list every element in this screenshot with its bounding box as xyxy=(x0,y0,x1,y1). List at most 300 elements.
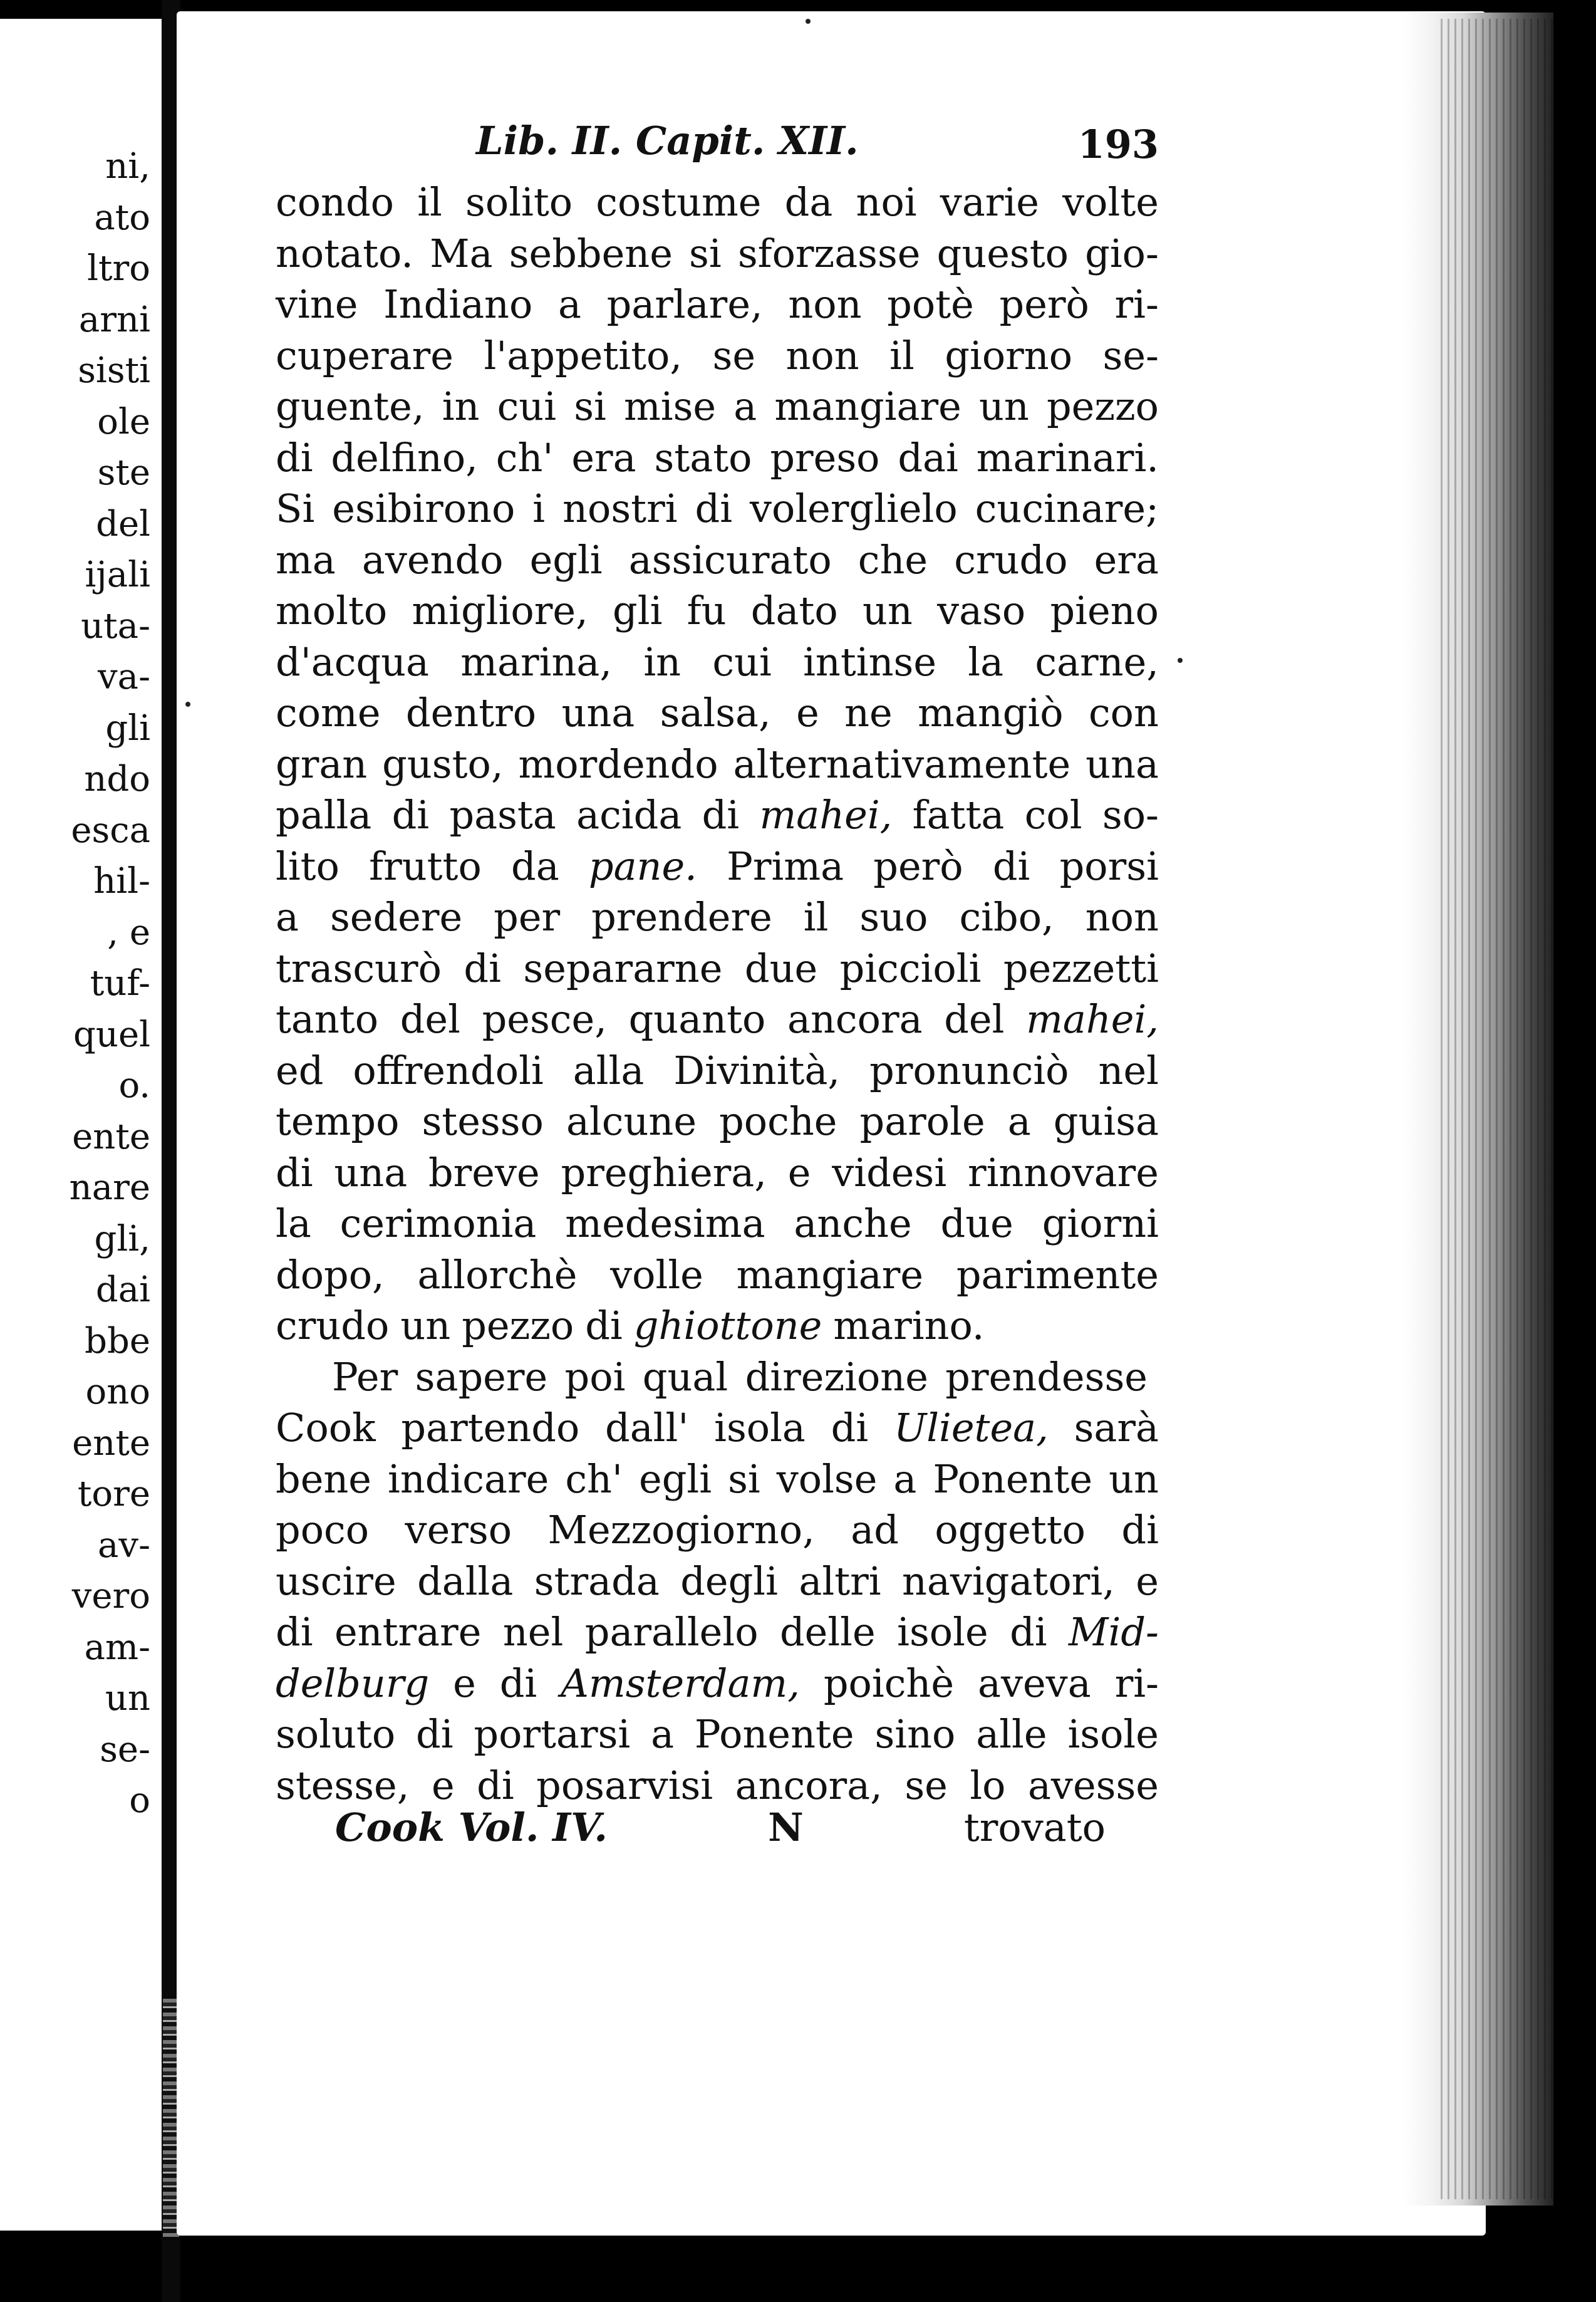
word: uscire xyxy=(276,1558,396,1604)
word: posarvisi xyxy=(536,1762,713,1808)
word: era xyxy=(1094,536,1159,583)
word: marino. xyxy=(833,1303,985,1348)
word: ri- xyxy=(1114,1660,1159,1706)
text-line xyxy=(276,534,1159,586)
text-line xyxy=(276,432,1159,484)
left-page-fragment: nare xyxy=(69,1167,150,1208)
word: molto xyxy=(276,588,388,633)
word: offrendoli xyxy=(353,1047,544,1093)
word: pezzo xyxy=(1046,383,1159,429)
word: di xyxy=(992,843,1030,889)
signature-mark: N xyxy=(768,1805,804,1850)
word: si xyxy=(689,230,722,276)
left-page-fragment: arni xyxy=(78,299,150,340)
word: stesse, xyxy=(276,1762,410,1808)
left-page-fragment: ijali xyxy=(85,555,150,595)
word: dentro xyxy=(405,690,537,736)
word: varie xyxy=(940,179,1039,225)
word: del xyxy=(944,996,1005,1042)
word: mangiò xyxy=(918,690,1064,736)
word: stesso xyxy=(422,1098,544,1144)
left-page-fragment: ente xyxy=(72,1116,150,1157)
text-line xyxy=(276,279,1159,330)
word: si xyxy=(574,383,606,429)
word: pieno xyxy=(1050,588,1159,633)
text-line xyxy=(276,1454,1159,1505)
word: un xyxy=(862,588,913,633)
word: indicare xyxy=(388,1456,549,1502)
word: so- xyxy=(1102,792,1159,838)
word: pasta xyxy=(449,792,556,838)
catchword: trovato xyxy=(963,1805,1106,1850)
word: alle xyxy=(976,1711,1047,1757)
word: cerimonia xyxy=(339,1200,537,1246)
word: sapere xyxy=(415,1353,548,1400)
word: separarne xyxy=(523,945,723,991)
word: degli xyxy=(680,1558,778,1604)
word: non xyxy=(785,332,859,378)
running-title: Lib. II. Capit. XII. xyxy=(476,118,859,164)
text-line xyxy=(276,994,1159,1045)
word: fatta xyxy=(912,792,1005,838)
word: ch' xyxy=(495,434,554,481)
word: parallelo xyxy=(584,1609,759,1655)
word: nel xyxy=(1098,1047,1159,1093)
text-line xyxy=(276,228,1159,279)
word: vaso xyxy=(937,588,1026,633)
word: dall' xyxy=(605,1405,689,1450)
word: l'appetito, xyxy=(484,332,683,378)
word: di xyxy=(276,1149,313,1195)
word: se xyxy=(904,1762,948,1808)
text-line xyxy=(276,1147,1159,1199)
word: crudo xyxy=(954,536,1068,583)
word: alla xyxy=(573,1047,645,1093)
word: ancora, xyxy=(735,1762,883,1808)
word: egli xyxy=(639,1456,712,1502)
word: soluto xyxy=(276,1711,396,1757)
text-line xyxy=(276,1300,1159,1352)
word: se xyxy=(712,332,756,378)
word: non xyxy=(1085,894,1159,940)
left-page-fragment: ltro xyxy=(87,248,150,289)
word: navigatori, xyxy=(902,1558,1115,1604)
word: Divinità, xyxy=(673,1047,841,1093)
word: un xyxy=(1109,1456,1159,1502)
word: dai xyxy=(898,434,958,481)
word: alcune xyxy=(566,1098,697,1144)
left-page-fragment: tore xyxy=(77,1474,150,1514)
word: i xyxy=(532,486,546,531)
word: che xyxy=(858,536,928,583)
word: gli xyxy=(613,588,663,633)
word: a xyxy=(893,1456,917,1502)
page-number: 193 xyxy=(1077,122,1159,167)
word: oggetto xyxy=(935,1507,1086,1553)
text-line xyxy=(276,1607,1159,1658)
text-line xyxy=(276,841,1159,892)
text-line xyxy=(276,330,1159,382)
left-page-fragment: del xyxy=(96,503,150,544)
word: quanto xyxy=(628,996,766,1042)
left-page-fragment: av- xyxy=(98,1524,150,1566)
left-page-fragment: bbe xyxy=(85,1320,150,1362)
ink-speck xyxy=(1178,658,1183,663)
word: a xyxy=(557,281,581,327)
word: bene xyxy=(276,1456,372,1502)
word: di xyxy=(1010,1609,1047,1655)
left-page-fragment: ni, xyxy=(105,146,150,187)
word: giorno xyxy=(945,332,1073,378)
left-page-fragments xyxy=(0,141,150,1826)
word: se- xyxy=(1102,332,1159,378)
left-page-fragment: ono xyxy=(85,1372,150,1412)
word: condo xyxy=(276,179,394,225)
word: pronunciò xyxy=(869,1047,1069,1093)
word: intinse xyxy=(803,638,937,685)
word: d'acqua xyxy=(276,638,430,685)
word: mise xyxy=(623,383,717,429)
word: il xyxy=(803,894,829,940)
word: una xyxy=(1086,741,1159,787)
word: ad xyxy=(851,1507,899,1553)
word: cuperare xyxy=(276,332,453,378)
word: isole xyxy=(1067,1711,1159,1757)
word: aveva xyxy=(977,1660,1091,1706)
word: un xyxy=(400,1303,451,1348)
word: prendere xyxy=(591,894,772,940)
word: Per xyxy=(332,1353,398,1400)
word: di xyxy=(831,1405,869,1450)
word: stato xyxy=(654,434,752,481)
word: marinari. xyxy=(976,434,1159,481)
word: il xyxy=(417,179,442,225)
left-page-fragment: esca xyxy=(71,810,150,851)
text-line xyxy=(276,1045,1159,1096)
word: parlare, xyxy=(606,281,763,327)
text-line xyxy=(276,892,1159,943)
word: mahei, xyxy=(759,792,893,838)
left-page-fragment: dai xyxy=(95,1269,150,1310)
word: palla xyxy=(276,792,372,838)
word: sforzasse xyxy=(737,230,921,276)
page-footer xyxy=(335,1805,1106,1850)
text-line xyxy=(276,585,1159,637)
word: Si xyxy=(276,486,315,531)
word: si xyxy=(728,1456,760,1502)
word: pane. xyxy=(588,843,697,889)
word: e xyxy=(796,690,819,736)
word: con xyxy=(1088,690,1159,736)
word: e xyxy=(1136,1558,1159,1604)
word: a xyxy=(276,894,299,940)
word: porsi xyxy=(1059,843,1159,889)
word: cibo, xyxy=(959,894,1054,940)
text-line xyxy=(276,1760,1159,1811)
left-page-fragment: o. xyxy=(118,1065,150,1106)
word: portarsi xyxy=(474,1711,631,1757)
word: poco xyxy=(276,1507,370,1553)
left-page-fragment: ente xyxy=(72,1422,150,1464)
word: volse xyxy=(776,1456,878,1502)
word: delle xyxy=(779,1609,876,1655)
running-header xyxy=(476,118,1159,167)
text-line xyxy=(276,1249,1159,1301)
word: delfino, xyxy=(331,434,478,481)
word: in xyxy=(643,638,681,685)
text-line xyxy=(276,483,1159,534)
word: Indiano xyxy=(383,281,533,327)
word: Amsterdam, xyxy=(561,1660,800,1706)
word: isole xyxy=(897,1609,988,1655)
word: a xyxy=(651,1711,675,1757)
word: parimente xyxy=(956,1251,1159,1298)
word: strada xyxy=(534,1558,660,1604)
word: dalla xyxy=(417,1558,514,1604)
word: una xyxy=(561,690,635,736)
word: una xyxy=(334,1149,408,1195)
left-page xyxy=(0,19,162,2231)
word: preso xyxy=(770,434,880,481)
word: Mid- xyxy=(1069,1609,1159,1655)
left-page-fragment: sisti xyxy=(78,350,150,391)
word: di xyxy=(391,792,430,838)
word: un xyxy=(978,383,1029,429)
word: direzione xyxy=(745,1353,928,1400)
word: di xyxy=(276,1609,313,1655)
text-line xyxy=(276,177,1159,228)
left-page-fragment: ndo xyxy=(84,759,150,799)
word: marina, xyxy=(460,638,613,685)
left-page-fragment: vero xyxy=(71,1576,150,1617)
word: ed xyxy=(276,1047,324,1093)
word: sedere xyxy=(329,894,463,940)
word: altri xyxy=(799,1558,881,1604)
word: pesce, xyxy=(482,996,607,1042)
word: poche xyxy=(719,1098,837,1144)
word: Ponente xyxy=(694,1711,854,1757)
text-line xyxy=(276,943,1159,994)
word: trascurò xyxy=(276,945,442,991)
word: dato xyxy=(750,588,838,633)
word: da xyxy=(511,843,559,889)
word: lito xyxy=(276,843,339,889)
word: giorni xyxy=(1042,1200,1159,1246)
left-page-fragment: se- xyxy=(100,1729,150,1770)
word: piccioli xyxy=(839,945,982,991)
word: dopo, xyxy=(276,1251,385,1298)
text-line xyxy=(276,789,1159,841)
word: di xyxy=(1121,1507,1159,1553)
word: la xyxy=(968,638,1004,685)
word: Ponente xyxy=(933,1456,1093,1502)
word: due xyxy=(940,1200,1013,1246)
word: ghiottone xyxy=(633,1303,822,1348)
word: pezzetti xyxy=(1003,945,1159,991)
word: di xyxy=(499,1660,537,1706)
text-line xyxy=(276,637,1159,688)
word: e xyxy=(453,1660,476,1706)
word: mahei, xyxy=(1026,996,1159,1042)
word: a xyxy=(1007,1098,1031,1144)
body-text xyxy=(276,177,1159,1811)
word: ma xyxy=(276,536,336,583)
word: ne xyxy=(844,690,893,736)
word: qual xyxy=(642,1353,728,1400)
left-page-fragment: quel xyxy=(73,1014,150,1055)
word: migliore, xyxy=(412,588,588,633)
left-page-fragment: ole xyxy=(97,401,150,442)
left-page-fragment: , e xyxy=(107,912,150,953)
left-page-fragment: gli xyxy=(105,707,150,749)
word: in xyxy=(442,383,480,429)
word: notato. xyxy=(276,230,413,276)
word: gio- xyxy=(1085,230,1159,276)
word: preghiera, xyxy=(561,1149,767,1195)
word: verso xyxy=(405,1507,512,1553)
word: esibirono xyxy=(332,486,516,531)
word: Ma xyxy=(430,230,493,276)
word: cui xyxy=(712,638,772,685)
left-page-fragment: o xyxy=(129,1780,150,1821)
text-line xyxy=(276,381,1159,432)
word: alternativamente xyxy=(733,741,1071,787)
word: volte xyxy=(1062,179,1159,225)
word: fu xyxy=(687,588,727,633)
word: tanto xyxy=(276,996,379,1042)
left-page-fragment: hil- xyxy=(93,861,150,902)
word: costume xyxy=(596,179,762,225)
word: rinnovare xyxy=(967,1149,1159,1195)
word: guente, xyxy=(276,383,425,429)
left-page-fragment: gli, xyxy=(94,1218,150,1259)
left-page-fragment: uta- xyxy=(81,605,150,647)
word: gusto, xyxy=(382,741,504,787)
word: Mezzogiorno, xyxy=(547,1507,815,1553)
word: egli xyxy=(529,536,603,583)
word: crudo xyxy=(276,1303,390,1348)
word: breve xyxy=(428,1149,540,1195)
left-page-fragment: ato xyxy=(94,197,150,238)
word: però xyxy=(873,843,963,889)
word: mangiare xyxy=(736,1251,924,1298)
word: acida xyxy=(576,792,682,838)
word: di xyxy=(416,1711,453,1757)
left-page-fragment: am- xyxy=(84,1627,150,1668)
word: delburg xyxy=(276,1660,430,1706)
word: potè xyxy=(887,281,974,327)
word: due xyxy=(744,945,818,991)
word: Prima xyxy=(727,843,844,889)
word: prendesse xyxy=(945,1353,1148,1400)
word: come xyxy=(276,690,381,736)
word: il xyxy=(889,332,915,378)
text-line xyxy=(276,687,1159,739)
text-line xyxy=(276,1096,1159,1147)
word: volerglielo xyxy=(750,486,958,531)
left-page-fragment: un xyxy=(105,1678,150,1719)
word: nel xyxy=(502,1609,564,1655)
word: allorchè xyxy=(417,1251,578,1298)
word: entrare xyxy=(334,1609,482,1655)
word: e xyxy=(787,1149,811,1195)
word: non xyxy=(788,281,862,327)
word: guisa xyxy=(1053,1098,1159,1144)
word: salsa, xyxy=(660,690,771,736)
word: sarà xyxy=(1074,1405,1159,1450)
word: volle xyxy=(610,1251,703,1298)
word: cucinare; xyxy=(975,486,1159,531)
word: avendo xyxy=(361,536,504,583)
word: da xyxy=(784,179,833,225)
text-line xyxy=(276,1352,1159,1403)
text-line xyxy=(276,1658,1159,1709)
left-page-fragment: va- xyxy=(98,657,150,697)
word: la xyxy=(276,1200,311,1246)
word: di xyxy=(585,1303,623,1348)
word: poichè xyxy=(823,1660,955,1706)
word: mordendo xyxy=(518,741,718,787)
left-page-fragment: tuf- xyxy=(90,963,150,1004)
word: videsi xyxy=(832,1149,947,1195)
signature-left: Cook Vol. IV. xyxy=(335,1805,608,1850)
text-line xyxy=(276,1198,1159,1249)
word: cui xyxy=(497,383,557,429)
word: del xyxy=(400,996,460,1042)
word: suo xyxy=(859,894,928,940)
text-line xyxy=(276,1402,1159,1454)
word: avesse xyxy=(1027,1762,1159,1808)
text-line xyxy=(276,1556,1159,1607)
word: di xyxy=(276,434,313,481)
word: partendo xyxy=(401,1405,580,1450)
word: a xyxy=(733,383,757,429)
word: assicurato xyxy=(628,536,832,583)
word: era xyxy=(571,434,636,481)
word: pezzo xyxy=(462,1303,574,1348)
ink-speck xyxy=(806,19,811,24)
word: per xyxy=(494,894,561,940)
word: però xyxy=(999,281,1089,327)
text-line xyxy=(276,1709,1159,1760)
word: ancora xyxy=(787,996,923,1042)
ink-speck xyxy=(185,702,190,707)
word: Cook xyxy=(276,1405,376,1450)
word: mangiare xyxy=(774,383,961,429)
word: anche xyxy=(794,1200,912,1246)
word: gran xyxy=(276,741,368,787)
word: tempo xyxy=(276,1098,400,1144)
word: frutto xyxy=(369,843,482,889)
word: col xyxy=(1024,792,1082,838)
word: noi xyxy=(856,179,917,225)
word: isola xyxy=(714,1405,806,1450)
left-page-fragment: ste xyxy=(97,452,150,493)
text-line xyxy=(276,739,1159,790)
text-line xyxy=(276,1504,1159,1556)
word: ch' xyxy=(565,1456,623,1502)
word: sino xyxy=(874,1711,956,1757)
word: medesima xyxy=(565,1200,765,1246)
word: di xyxy=(464,945,501,991)
word: poi xyxy=(564,1353,626,1400)
word: Ulietea, xyxy=(893,1405,1049,1450)
word: parole xyxy=(859,1098,985,1144)
word: vine xyxy=(276,281,358,327)
word: carne, xyxy=(1035,638,1159,685)
word: lo xyxy=(970,1762,1006,1808)
word: e xyxy=(431,1762,455,1808)
